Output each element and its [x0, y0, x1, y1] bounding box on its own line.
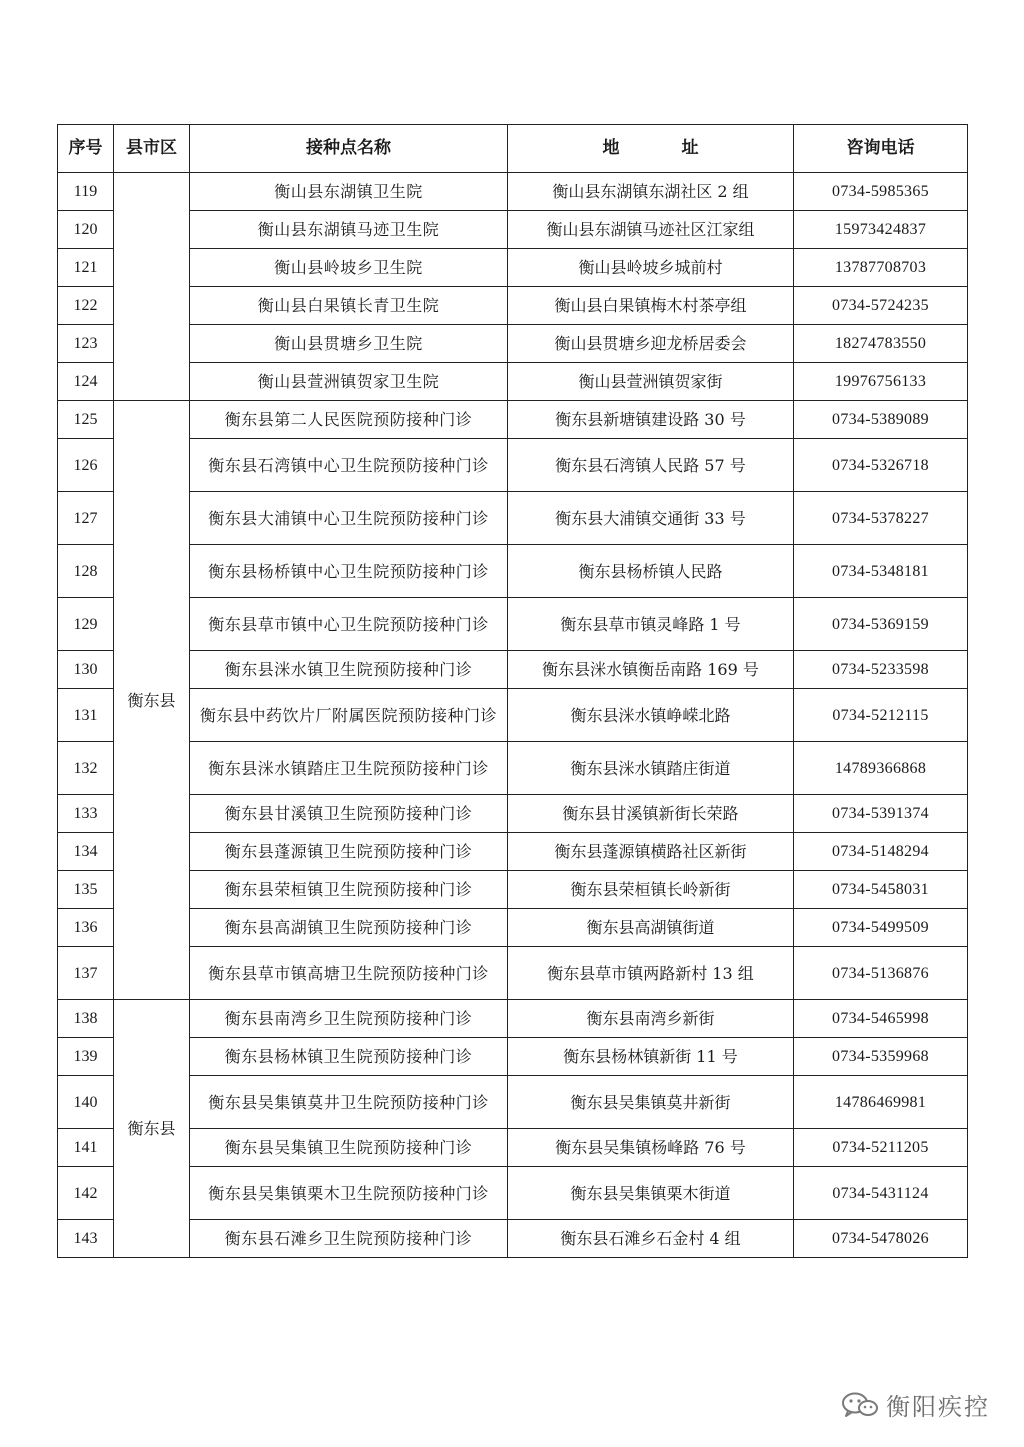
cell-address: 衡东县石湾镇人民路 57 号: [508, 439, 794, 492]
table-row: [58, 689, 968, 742]
table-row: [58, 325, 968, 363]
cell-phone: 13787708703: [794, 249, 968, 287]
cell-seq: 131: [58, 689, 114, 742]
cell-address: 衡东县杨林镇新街 11 号: [508, 1038, 794, 1076]
cell-address: 衡东县吴集镇杨峰路 76 号: [508, 1129, 794, 1167]
cell-seq: 134: [58, 833, 114, 871]
cell-area: 衡东县: [114, 401, 190, 1000]
cell-seq: 126: [58, 439, 114, 492]
cell-phone: 0734-5212115: [794, 689, 968, 742]
cell-address: 衡东县草市镇灵峰路 1 号: [508, 598, 794, 651]
cell-phone: 0734-5431124: [794, 1167, 968, 1220]
table-row: [58, 211, 968, 249]
cell-address: 衡东县荣桓镇长岭新街: [508, 871, 794, 909]
cell-seq: 124: [58, 363, 114, 401]
header-address: 地 址: [508, 125, 794, 173]
table-row: [58, 1000, 968, 1038]
cell-phone: 0734-5724235: [794, 287, 968, 325]
cell-address: 衡东县吴集镇栗木街道: [508, 1167, 794, 1220]
cell-phone: 0734-5478026: [794, 1220, 968, 1258]
header-area: 县市区: [114, 125, 190, 173]
cell-address: 衡山县白果镇梅木村茶亭组: [508, 287, 794, 325]
cell-address: 衡东县南湾乡新街: [508, 1000, 794, 1038]
cell-address: 衡东县蓬源镇横路社区新街: [508, 833, 794, 871]
cell-seq: 128: [58, 545, 114, 598]
cell-seq: 125: [58, 401, 114, 439]
table-row: [58, 287, 968, 325]
table-row: [58, 795, 968, 833]
cell-phone: 14786469981: [794, 1076, 968, 1129]
cell-seq: 141: [58, 1129, 114, 1167]
cell-site-name: 衡山县萱洲镇贺家卫生院: [190, 363, 508, 401]
cell-address: 衡山县岭坡乡城前村: [508, 249, 794, 287]
cell-seq: 119: [58, 173, 114, 211]
cell-address: 衡东县吴集镇莫井新街: [508, 1076, 794, 1129]
cell-address: 衡山县萱洲镇贺家街: [508, 363, 794, 401]
header-seq: 序号: [58, 125, 114, 173]
cell-address: 衡东县洣水镇峥嵘北路: [508, 689, 794, 742]
vaccination-sites-table: [57, 124, 968, 1258]
cell-site-name: 衡山县东湖镇卫生院: [190, 173, 508, 211]
table-row: [58, 1167, 968, 1220]
table-row: [58, 492, 968, 545]
cell-seq: 132: [58, 742, 114, 795]
header-name: 接种点名称: [190, 125, 508, 173]
cell-site-name: 衡东县杨桥镇中心卫生院预防接种门诊: [190, 545, 508, 598]
cell-phone: 0734-5326718: [794, 439, 968, 492]
cell-address: 衡东县洣水镇衡岳南路 169 号: [508, 651, 794, 689]
cell-address: 衡东县杨桥镇人民路: [508, 545, 794, 598]
cell-site-name: 衡东县中药饮片厂附属医院预防接种门诊: [190, 689, 508, 742]
cell-site-name: 衡山县岭坡乡卫生院: [190, 249, 508, 287]
cell-seq: 139: [58, 1038, 114, 1076]
table-row: [58, 249, 968, 287]
cell-site-name: 衡东县第二人民医院预防接种门诊: [190, 401, 508, 439]
table-row: [58, 545, 968, 598]
cell-address: 衡东县洣水镇踏庄街道: [508, 742, 794, 795]
table-row: [58, 742, 968, 795]
cell-seq: 133: [58, 795, 114, 833]
cell-seq: 127: [58, 492, 114, 545]
cell-phone: 0734-5985365: [794, 173, 968, 211]
table-row: [58, 439, 968, 492]
table-row: [58, 1076, 968, 1129]
cell-site-name: 衡东县荣桓镇卫生院预防接种门诊: [190, 871, 508, 909]
cell-seq: 138: [58, 1000, 114, 1038]
cell-seq: 121: [58, 249, 114, 287]
cell-seq: 142: [58, 1167, 114, 1220]
cell-address: 衡东县高湖镇街道: [508, 909, 794, 947]
table-row: [58, 909, 968, 947]
watermark-text: 衡阳疾控: [886, 1393, 990, 1421]
cell-site-name: 衡东县吴集镇栗木卫生院预防接种门诊: [190, 1167, 508, 1220]
cell-phone: 0734-5499509: [794, 909, 968, 947]
wechat-icon: [840, 1391, 880, 1419]
cell-address: 衡东县新塘镇建设路 30 号: [508, 401, 794, 439]
table-row: [58, 1220, 968, 1258]
cell-site-name: 衡东县南湾乡卫生院预防接种门诊: [190, 1000, 508, 1038]
cell-area: 衡东县: [114, 1000, 190, 1258]
cell-seq: 130: [58, 651, 114, 689]
cell-site-name: 衡东县草市镇中心卫生院预防接种门诊: [190, 598, 508, 651]
cell-phone: 18274783550: [794, 325, 968, 363]
table-header-row: [58, 125, 968, 173]
cell-phone: 0734-5458031: [794, 871, 968, 909]
cell-seq: 129: [58, 598, 114, 651]
cell-seq: 143: [58, 1220, 114, 1258]
cell-seq: 137: [58, 947, 114, 1000]
cell-phone: 0734-5391374: [794, 795, 968, 833]
cell-site-name: 衡东县石湾镇中心卫生院预防接种门诊: [190, 439, 508, 492]
cell-site-name: 衡东县大浦镇中心卫生院预防接种门诊: [190, 492, 508, 545]
table-row: [58, 598, 968, 651]
cell-phone: 0734-5211205: [794, 1129, 968, 1167]
cell-site-name: 衡东县甘溪镇卫生院预防接种门诊: [190, 795, 508, 833]
cell-phone: 14789366868: [794, 742, 968, 795]
cell-address: 衡山县贯塘乡迎龙桥居委会: [508, 325, 794, 363]
table-row: [58, 173, 968, 211]
cell-phone: 0734-5369159: [794, 598, 968, 651]
cell-seq: 122: [58, 287, 114, 325]
table-body: [58, 173, 968, 1258]
cell-site-name: 衡东县吴集镇卫生院预防接种门诊: [190, 1129, 508, 1167]
cell-site-name: 衡东县洣水镇卫生院预防接种门诊: [190, 651, 508, 689]
table-row: [58, 947, 968, 1000]
cell-site-name: 衡东县吴集镇莫井卫生院预防接种门诊: [190, 1076, 508, 1129]
table-row: [58, 363, 968, 401]
cell-phone: 0734-5348181: [794, 545, 968, 598]
table-row: [58, 1038, 968, 1076]
cell-phone: 0734-5378227: [794, 492, 968, 545]
cell-phone: 0734-5359968: [794, 1038, 968, 1076]
cell-seq: 136: [58, 909, 114, 947]
cell-site-name: 衡山县贯塘乡卫生院: [190, 325, 508, 363]
cell-phone: 0734-5136876: [794, 947, 968, 1000]
table-row: [58, 871, 968, 909]
header-phone: 咨询电话: [794, 125, 968, 173]
table-row: [58, 833, 968, 871]
table-row: [58, 401, 968, 439]
cell-site-name: 衡东县蓬源镇卫生院预防接种门诊: [190, 833, 508, 871]
cell-site-name: 衡东县洣水镇踏庄卫生院预防接种门诊: [190, 742, 508, 795]
cell-address: 衡山县东湖镇东湖社区 2 组: [508, 173, 794, 211]
cell-seq: 123: [58, 325, 114, 363]
cell-site-name: 衡山县白果镇长青卫生院: [190, 287, 508, 325]
cell-phone: 0734-5465998: [794, 1000, 968, 1038]
cell-phone: 0734-5148294: [794, 833, 968, 871]
cell-seq: 140: [58, 1076, 114, 1129]
cell-address: 衡东县草市镇两路新村 13 组: [508, 947, 794, 1000]
cell-seq: 120: [58, 211, 114, 249]
watermark: [840, 1387, 990, 1422]
cell-address: 衡山县东湖镇马迹社区江家组: [508, 211, 794, 249]
cell-site-name: 衡山县东湖镇马迹卫生院: [190, 211, 508, 249]
cell-site-name: 衡东县杨林镇卫生院预防接种门诊: [190, 1038, 508, 1076]
cell-site-name: 衡东县草市镇高塘卫生院预防接种门诊: [190, 947, 508, 1000]
cell-phone: 19976756133: [794, 363, 968, 401]
cell-seq: 135: [58, 871, 114, 909]
table-row: [58, 1129, 968, 1167]
cell-phone: 15973424837: [794, 211, 968, 249]
cell-address: 衡东县甘溪镇新街长荣路: [508, 795, 794, 833]
table-row: [58, 651, 968, 689]
cell-site-name: 衡东县高湖镇卫生院预防接种门诊: [190, 909, 508, 947]
cell-address: 衡东县石滩乡石金村 4 组: [508, 1220, 794, 1258]
cell-area: [114, 173, 190, 401]
cell-address: 衡东县大浦镇交通街 33 号: [508, 492, 794, 545]
cell-phone: 0734-5389089: [794, 401, 968, 439]
cell-site-name: 衡东县石滩乡卫生院预防接种门诊: [190, 1220, 508, 1258]
cell-phone: 0734-5233598: [794, 651, 968, 689]
